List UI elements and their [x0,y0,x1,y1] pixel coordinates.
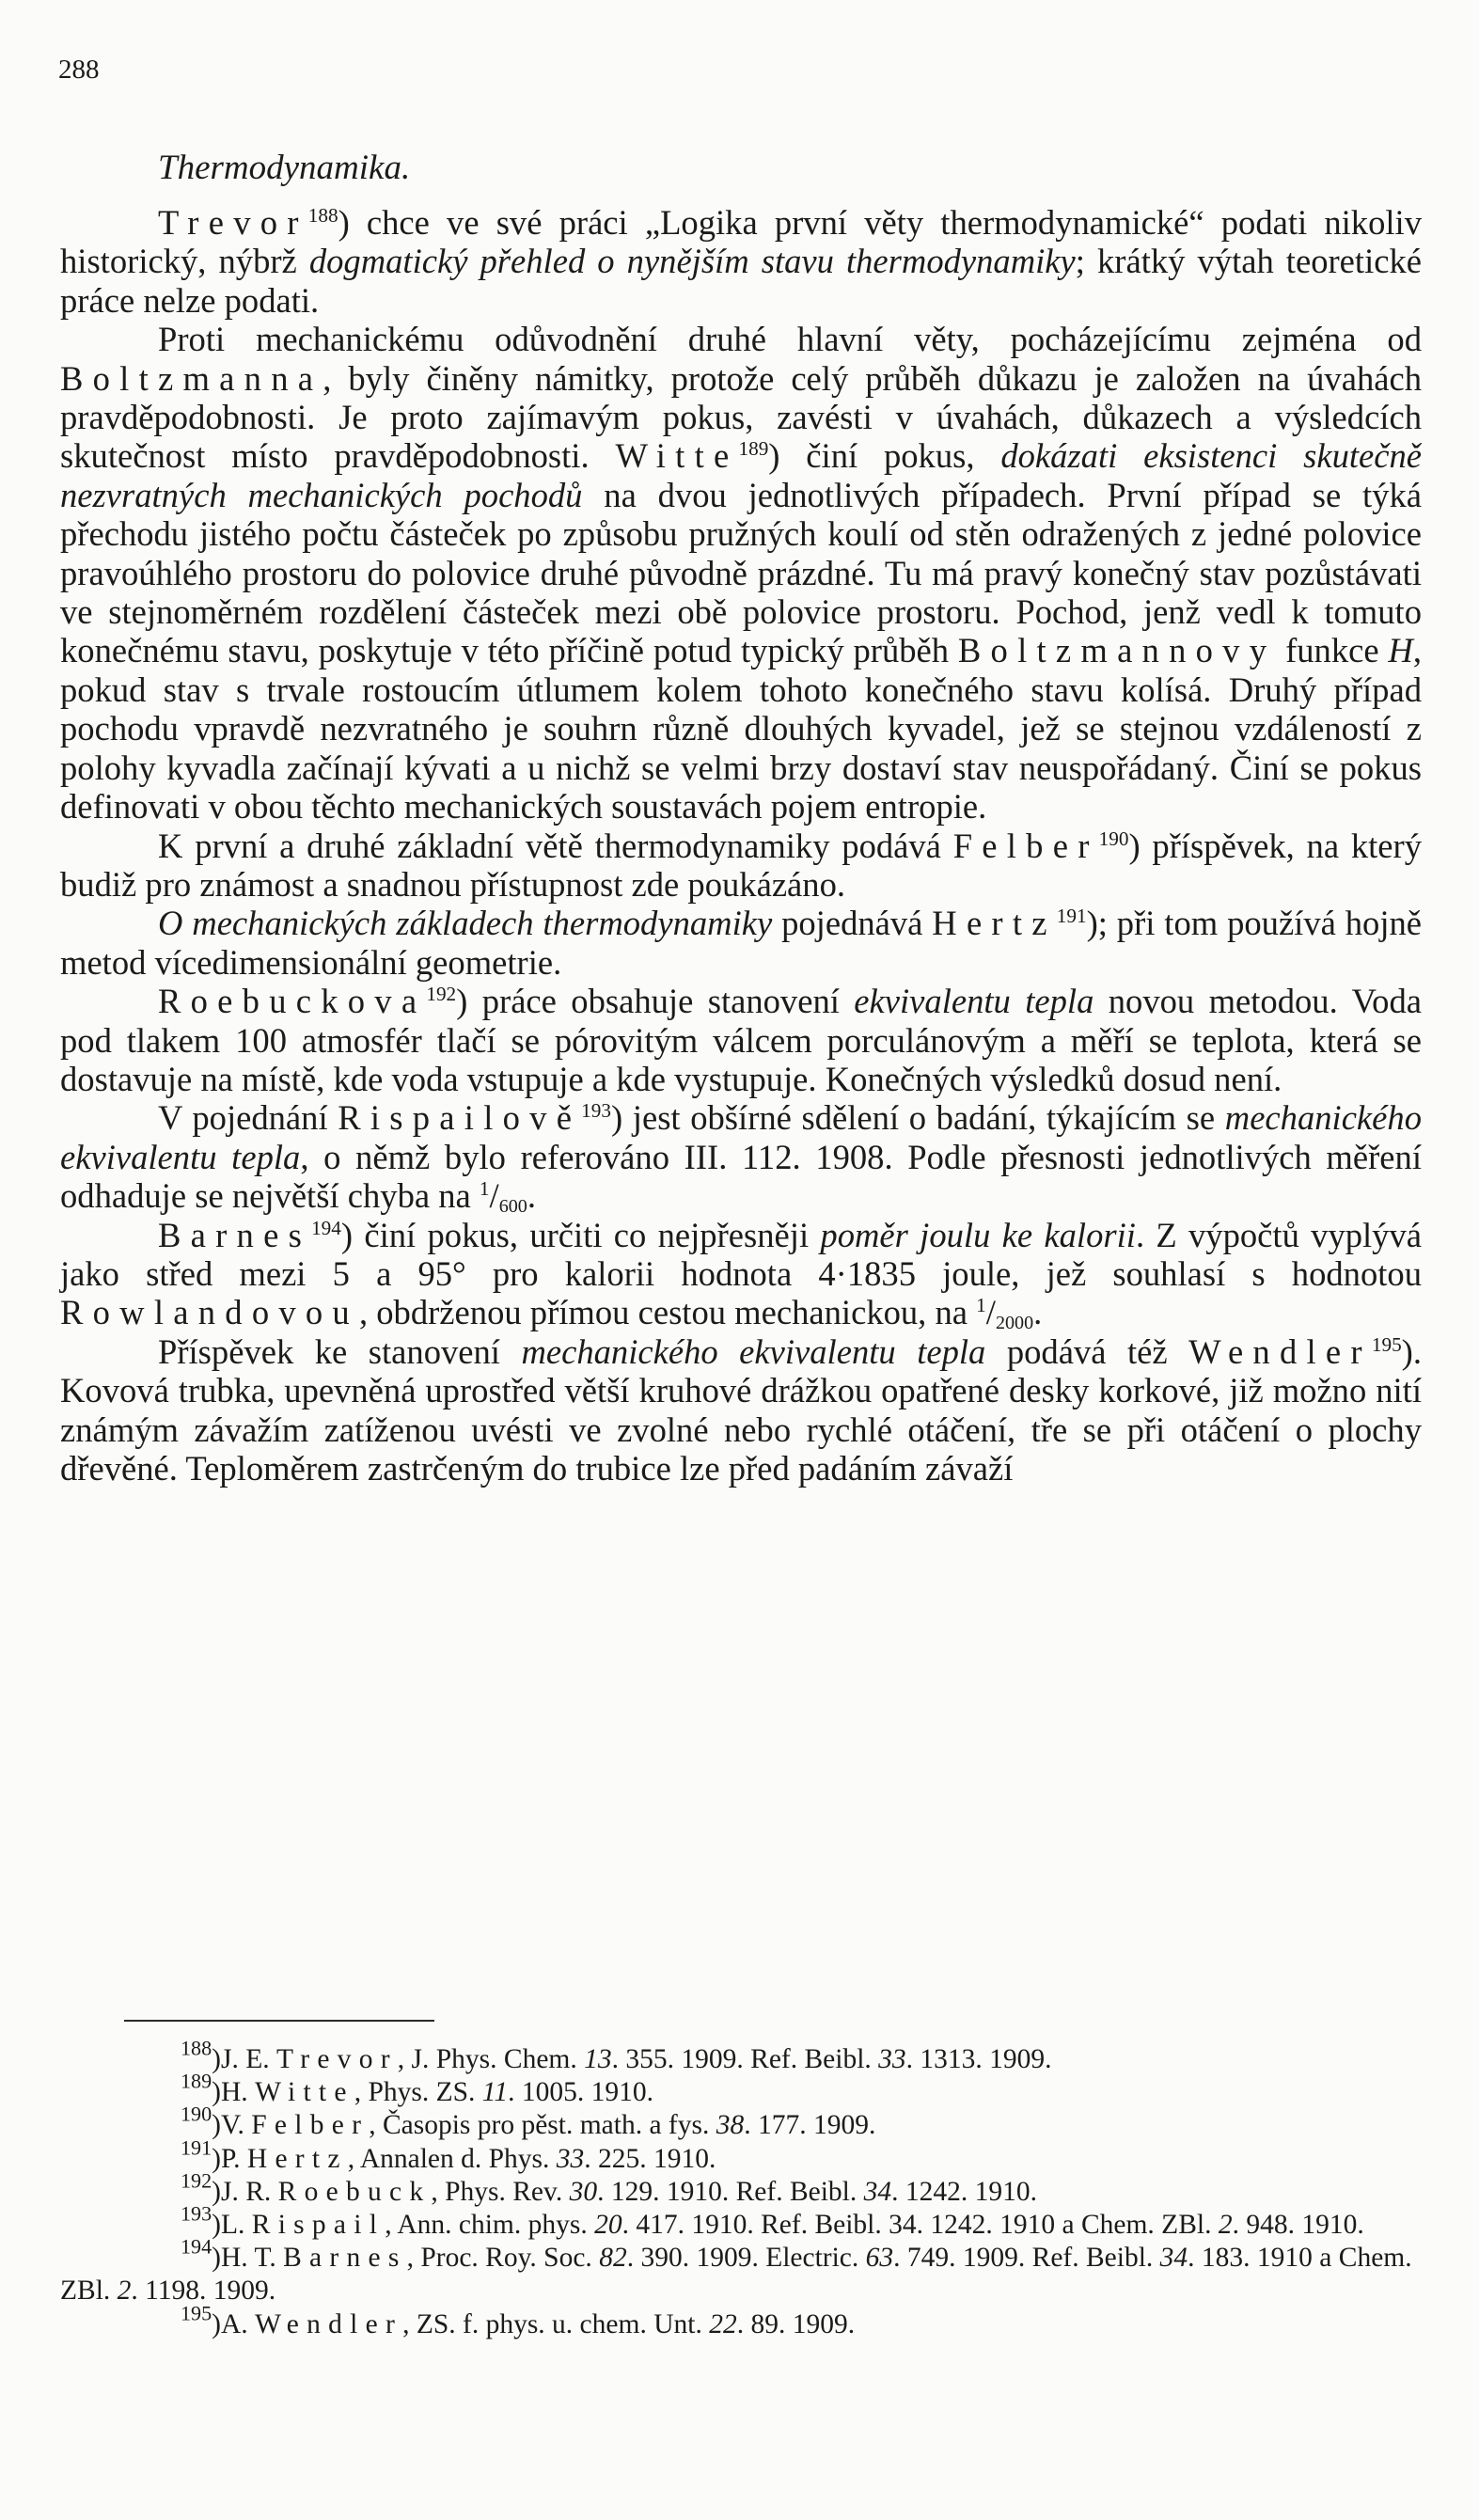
fraction-numerator: 1 [976,1294,986,1317]
text-run: ) příspěvek, na který budiž pro známost a snadnou přístupnost zde poukázáno. [60,826,1422,904]
footnote-author: Witte [255,2077,354,2108]
text-run: K první a druhé základní větě thermodynamiky podává [158,826,953,865]
footnote-author: Trevor [276,2044,398,2074]
text-run: . [527,1176,537,1216]
text-run: ) práce obsahuje stanovení [456,982,855,1021]
fraction-numerator: 1 [479,1177,490,1200]
fraction-denominator: 2000 [995,1313,1034,1334]
footnote-number-sup: 189 [181,2069,212,2093]
footnote-text: . 177. 1909. [744,2110,876,2141]
footnote-text: J. E. [221,2044,276,2074]
emphasis: ekvivalentu tepla [854,982,1094,1021]
footnote-author: Rispail [251,2210,385,2241]
footnote-text: , Ann. chim. phys. [385,2210,595,2241]
footnote-volume: 82 [599,2243,627,2274]
footnote-number-sup: 195 [181,2300,212,2324]
footnote-text: . 89. 1909. [736,2308,856,2339]
footnote-volume: 33 [878,2044,906,2074]
paragraph-roebuck [60,982,1422,1098]
fraction: $^1/_{600}$ [479,1176,527,1218]
footnote-volume: 13 [584,2044,612,2074]
footnote-text: , J. Phys. Chem. [397,2044,585,2074]
footnote-author: Wendler [255,2308,403,2339]
paragraph-trevor [60,203,1422,320]
text-run: ) činí pokus, určiti co nejpřesněji [340,1215,821,1254]
text-run: , pokud stav s trvale rostoucím útlumem kolem tohoto konečného stavu kolísá. Druhý případ pochodu vpravdě nezvratného je souhrn různě dlouhých kyvadel, jež se stejnou vzdáleností z polohy kyvadla začínají kývati a u nichž se velmi brzy dostaví stav neuspořádaný. Činí se pokus definovati v obou těchto mechanických soustavách pojem entropie. [60,631,1422,827]
text-run: pojednává [772,904,933,943]
emphasis: mechanického ekvivalentu tepla [60,1098,1422,1176]
footnote-volume: 2 [1218,2210,1233,2241]
text-run: . [1033,1293,1043,1332]
author-name: Felber [952,826,1099,865]
footnote-ref[interactable]: 192 [426,982,457,1005]
footnote-volume: 33 [556,2143,585,2174]
footnote-text: A. [221,2308,256,2339]
author-name: Barnes [158,1215,312,1254]
emphasis: poměr joulu ke kalorii [820,1215,1136,1254]
footnote-text: P. [221,2143,247,2174]
author-name: Trevor [158,203,308,242]
footnote-text: . 1198. 1909. [131,2276,276,2307]
footnote-divider [124,2020,434,2022]
footnote-text: H. [221,2077,256,2108]
author-name: Rispailově [338,1098,582,1138]
footnote-text: , Annalen d. Phys. [347,2143,557,2174]
paragraph-rispail [60,1098,1422,1218]
author-name: Witte [615,436,739,476]
footnote-number: $^{194}$) [181,2234,221,2274]
footnote-text: , ZS. f. phys. u. chem. Unt. [402,2308,710,2339]
footnote-number-sup: 194 [181,2234,212,2259]
text-run: , o němž bylo referováno III. 112. 1908. Podle přesnosti jednotlivých měření odhaduje se největší chyba na [60,1137,1422,1216]
footnote-text: . 1005. 1910. [508,2077,653,2108]
footnote-author: Felber [251,2110,370,2141]
body-text [60,203,1422,1488]
paragraph-barnes [60,1216,1422,1332]
footnote-text: . 1242. 1910. [891,2176,1037,2207]
footnotes [60,2036,1422,2341]
text-run: ). Kovová trubka, upevněná uprostřed větší kruhové drážkou opatřené desky korkové, již možno nití známým závažím zatíženou uvésti ve zvolné nebo rychlé otáčení, tře se při otáčení o plochy dřevěné. Teploměrem zastrčeným do trubice lze před padáním závaží [60,1331,1422,1488]
footnote-number: $^{192}$) [181,2168,221,2207]
footnote-195 [60,2300,1422,2341]
paragraph-hertz [60,904,1422,982]
author-name: Rowlandovou [60,1293,359,1332]
author-name: Hertz [932,904,1057,943]
footnote-volume: 38 [716,2110,745,2141]
text-run: Proti mechanickému odůvodnění druhé hlavní věty, pocházejícímu zejména od [158,320,1422,359]
footnote-volume: 22 [709,2308,737,2339]
footnote-text: , Phys. Rev. [431,2176,570,2207]
footnote-text: . 355. 1909. Ref. Beibl. [611,2044,879,2074]
footnote-number: $^{195}$) [181,2300,221,2339]
footnote-194 [60,2234,1422,2307]
footnote-author: Hertz [246,2143,348,2174]
footnote-text: . 1313. 1909. [905,2044,1052,2074]
footnote-number-sup: 191 [181,2134,212,2159]
footnote-text: . 129. 1910. Ref. Beibl. [597,2176,864,2207]
footnote-number: $^{193}$) [181,2201,221,2241]
footnote-ref[interactable]: 194 [311,1216,341,1239]
footnote-188 [60,2036,1422,2076]
footnote-number: $^{191}$) [181,2134,221,2174]
footnote-text: . 183. 1910 a Chem. ZBl. [60,2243,1412,2307]
emphasis: dogmatický přehled o nynějším stavu thermodynamiky [308,242,1076,281]
text-run: ) jest obšírné sdělení o badání, týkajícím se [611,1098,1225,1138]
footnote-number-sup: 188 [181,2036,212,2060]
fraction: $^1/_{2000}$ [976,1293,1034,1334]
author-name: Roebuckova [158,982,427,1021]
footnote-text: . 948. 1910. [1232,2210,1364,2241]
footnote-text: . 417. 1910. Ref. Beibl. 34. 1242. 1910 a Chem. ZBl. [621,2210,1219,2241]
footnote-number: $^{189}$) [181,2069,221,2108]
footnote-number-sup: 193 [181,2201,212,2226]
footnote-190 [60,2102,1422,2142]
footnote-volume: 2 [117,2276,132,2307]
author-name: Wendler [1188,1331,1372,1371]
footnote-text: J. R. [221,2176,278,2207]
text-run: Příspěvek ke stanovení [158,1331,522,1371]
footnote-volume: 34 [1159,2243,1188,2274]
text-run: ) chce ve své práci „Logika první věty thermodynamické“ podati nikoliv historický, nýbrž [60,203,1422,281]
footnote-author: Barnes [283,2243,407,2274]
emphasis: mechanického ekvivalentu tepla [521,1331,986,1371]
footnote-text: . 749. 1909. Ref. Beibl. [893,2243,1160,2274]
footnote-text: . 225. 1910. [584,2143,716,2174]
text-run: ); při tom používá hojně metod vícedimensionální geometrie. [60,904,1423,982]
footnote-text: . 390. 1909. Electric. [626,2243,866,2274]
footnote-ref[interactable]: 189 [738,437,769,461]
footnote-193 [60,2201,1422,2242]
footnote-number-sup: 190 [181,2102,212,2126]
emphasis: O mechanických základech thermodynamiky [158,904,773,943]
text-run: . Z výpočtů vyplývá jako střed mezi 5 a 95° pro kalorii hodnota 4·1835 joule, jež souhlasí s hodnotou [60,1215,1422,1293]
page-number: 288 [58,55,100,85]
emphasis: dokázati eksistenci skutečně nezvratných mechanických pochodů [60,436,1423,514]
footnote-ref[interactable]: 188 [307,203,338,227]
footnote-191 [60,2134,1422,2176]
footnote-ref[interactable]: 195 [1371,1332,1402,1356]
footnote-ref[interactable]: 191 [1056,905,1087,928]
author-name: Boltzmanna [60,358,323,398]
footnote-text: , Proc. Roy. Soc. [406,2243,600,2274]
text-run: V pojednání [158,1098,338,1138]
text-run: funkce [1276,631,1389,670]
text-run: , obdrženou přímou cestou mechanickou, na [358,1293,977,1332]
footnote-volume: 34 [863,2176,892,2207]
footnote-ref[interactable]: 190 [1098,827,1129,850]
footnote-volume: 30 [569,2176,598,2207]
footnote-text: , Časopis pro pěst. math. a fys. [369,2110,716,2141]
text-run: ) činí pokus, [768,436,1001,476]
footnote-author: Roebuck [277,2176,432,2207]
paragraph-wendler [60,1332,1422,1488]
emphasis: H [1388,631,1413,670]
footnote-text: , Phys. ZS. [354,2077,482,2108]
footnote-text: L. [221,2210,252,2241]
footnote-number: $^{188}$) [181,2036,221,2074]
footnote-number: $^{190}$) [181,2102,221,2141]
footnote-volume: 63 [865,2243,894,2274]
footnote-volume: 11 [481,2077,509,2108]
text-run: ; krátký výtah teoretické práce nelze podati. [60,242,1422,320]
text-run: , byly činěny námitky, protože celý průběh důkazu je založen na úvahách pravděpodobnosti. Je proto zajímavým pokus, zavésti v úvahách, důkazech a výsledcích skutečnost místo pravděpodobnosti. [60,358,1422,476]
fraction-denominator: 600 [498,1196,527,1218]
footnote-ref[interactable]: 193 [581,1099,611,1123]
footnote-189 [60,2069,1422,2109]
footnote-text: H. T. [221,2243,284,2274]
paragraph-felber [60,827,1422,905]
author-name: Boltzmannovy [957,631,1277,670]
text-run: podává též [985,1331,1189,1371]
text-run: na dvou jednotlivých případech. První případ se týká přechodu jistého počtu částeček po způsobu pružných koulí od stěn odražených z jedné polovice pravoúhlého prostoru do polovice druhé původně prázdné. Tu má pravý konečný stav pozůstávati ve stejnoměrném rozdělení částeček mezi obě polovice prostoru. Pochod, jenž vedl k tomuto konečnému stavu, poskytuje v této příčině potud typický průběh [60,475,1422,670]
paragraph-boltzmann [60,320,1422,826]
footnote-text: V. [221,2110,252,2141]
text-run: novou metodou. Voda pod tlakem 100 atmosfér tlačí se pórovitým válcem porculánovým a měří se teplota, která se dostavuje na místě, kde voda vstupuje a kde vystupuje. Konečných výsledků dosud není. [60,982,1422,1098]
footnote-volume: 20 [594,2210,622,2241]
footnote-192 [60,2168,1422,2209]
footnote-number-sup: 192 [181,2168,212,2193]
section-heading: Thermodynamika. [158,149,411,187]
